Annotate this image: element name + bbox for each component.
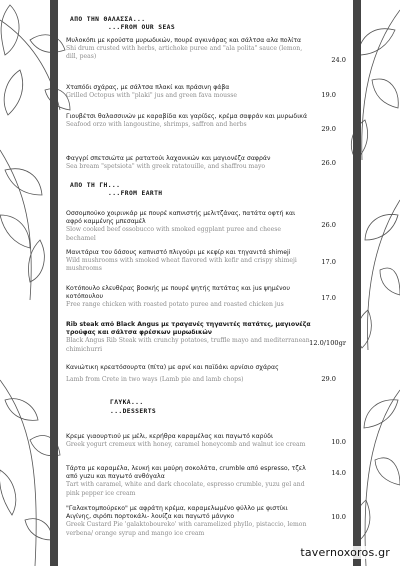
item-name-english: Tart with caramel, white and dark chocolate, espresso crumble, yuzu gel and pink pepper ice cream: [66, 481, 305, 497]
menu-content: [66, 0, 348, 566]
item-name-greek: Τάρτα με καραμέλα, λευκή και μαύρη σοκολάτα, crumble από espresso, τζελ από yuzu και παγωτό ανθόγαλα: [66, 465, 306, 481]
menu-item: [66, 433, 348, 449]
menu-item: [66, 321, 348, 354]
item-name-english: Black Angus Rib Steak with crunchy potatoes, truffle mayo and mediterranean chimichurri: [66, 337, 310, 353]
item-price: 17.0: [321, 294, 336, 302]
menu-item: [66, 505, 348, 538]
section-subtitle-earth: ...FROM EARTH: [108, 190, 163, 197]
menu-item: [66, 249, 348, 274]
item-name-english: Slow cooked beef ossobucco with smoked eggplant puree and cheese bechamel: [66, 226, 281, 242]
item-name-greek: Μυλοκόπι με κρούστα μυρωδικών, πουρέ αγκινάρας και σάλτσα αλα πολίτα: [66, 37, 302, 44]
item-price: 29.0: [321, 125, 336, 133]
site-watermark: tavernoxoros.gr: [300, 546, 390, 559]
item-price: 26.0: [321, 221, 336, 229]
item-name-english: Shi drum crusted with herbs, artichoke puree and "ala polita" sauce (lemon, dill, peas): [66, 45, 303, 61]
item-price: 10.0: [331, 513, 346, 521]
item-name-english: Free range chicken with roasted potato puree and roasted chicken jus: [66, 301, 284, 309]
menu-item: [66, 364, 348, 384]
item-name-english: Sea bream "spetsiota" with greek ratatouille, and shaffrou mayo: [66, 163, 266, 171]
item-name-greek: Οσσομπούκο χοιρινκάρ με πουρέ καπνιστής μελιτζάνας, πατάτα οφτή και αφρό καμμένης μπεσαμέλ: [66, 210, 296, 226]
section-title-earth: ΑΠΟ ΤΗ ΓΗ...: [70, 182, 121, 189]
item-name-english: Grilled Octopus with "plaki" jus and green fava mousse: [66, 92, 237, 100]
item-price: 14.0: [331, 469, 346, 477]
item-price: 29.0: [321, 375, 336, 383]
item-name-greek: Χταπόδι σχάρας, με σάλτσα πλακί και πράσινη φάβα: [66, 84, 230, 91]
section-subtitle-sea: ...FROM OUR SEAS: [108, 24, 176, 31]
item-name-english: Greek yogurt cremeux with honey, caramel honeycomb and walnut ice cream: [66, 441, 306, 449]
section-subtitle-desserts: ...DESSERTS: [110, 408, 157, 415]
menu-item: [66, 113, 348, 133]
item-name-greek: Rib steak από Black Angus με τραγανές τηγανιτές πατάτες, μαγιονέζα τρούφας και σάλτσα φρέσκων μυρωδικών: [66, 321, 311, 337]
item-name-english: Seafood orzo with langoustine, shrimps, saffron and herbs: [66, 121, 247, 129]
item-price: 12.0/100gr: [309, 339, 346, 347]
section-title-sea: ΑΠΟ ΤΗΝ ΘΑΛΑΣΣΑ...: [70, 16, 146, 23]
item-price: 26.0: [321, 159, 336, 167]
item-price: 19.0: [321, 91, 336, 99]
menu-item: [66, 155, 348, 171]
menu-item: [66, 465, 348, 498]
menu-item: [66, 84, 348, 100]
item-name-english: Wild mushrooms with smoked wheat flavored with kefir and crispy shimeji mushrooms: [66, 257, 297, 273]
item-price: 10.0: [331, 438, 346, 446]
left-border-bar: [50, 0, 58, 566]
item-name-english: Lamb from Crete in two ways (Lamb pie and lamb chops): [66, 376, 244, 384]
item-price: 17.0: [321, 258, 336, 266]
item-name-greek: "Γαλακτομπούρεκο" με αφράτη κρέμα, καραμελωμένο φύλλο με φιστίκι Αιγίνης, σιρόπι πορτοκάλι- λουίζα και παγωτό μάνγκο: [66, 505, 288, 521]
item-name-greek: Κρεμε γιαουρτιού με μέλι, κερήθρα καραμέλας και παγωτό καρύδι: [66, 433, 274, 440]
menu-item: [66, 37, 348, 62]
item-name-greek: Κοτόπουλο ελευθέρας βοσκής με πουρέ ψητής πατάτας και jus ψημένου κοτόπουλου: [66, 285, 290, 301]
right-border-bar: [353, 0, 361, 566]
item-name-english: Greek Custard Pie 'galaktoboureko' with caramelized phyllo, pistaccio, lemon verbena/ orange syrup and mango ice cream: [66, 521, 307, 537]
item-name-greek: Κανιώτικη κρεατόσουρτα (πίτα) με αρνί και παϊδάκι αρνίσιο σχάρας: [66, 364, 279, 371]
menu-item: [66, 285, 348, 310]
item-price: 24.0: [331, 56, 346, 64]
menu-item: [66, 210, 348, 243]
item-name-greek: Μανιτάρια του δάσους καπνιστό πλιγούρι με κεφίρ και τηγανιτά shimeji: [66, 249, 291, 256]
item-name-greek: Γιουβέτσι θαλασσινών με καραβίδα και γαρίδες, κρέμα σαφράν και μυρωδικά: [66, 113, 308, 120]
section-title-desserts: ΓΛΥΚΑ...: [110, 399, 144, 406]
item-name-greek: Φαγγρί σπετσιώτα με ρατατούι λαχανικών και μαγιονέζα σαφράν: [66, 155, 271, 162]
